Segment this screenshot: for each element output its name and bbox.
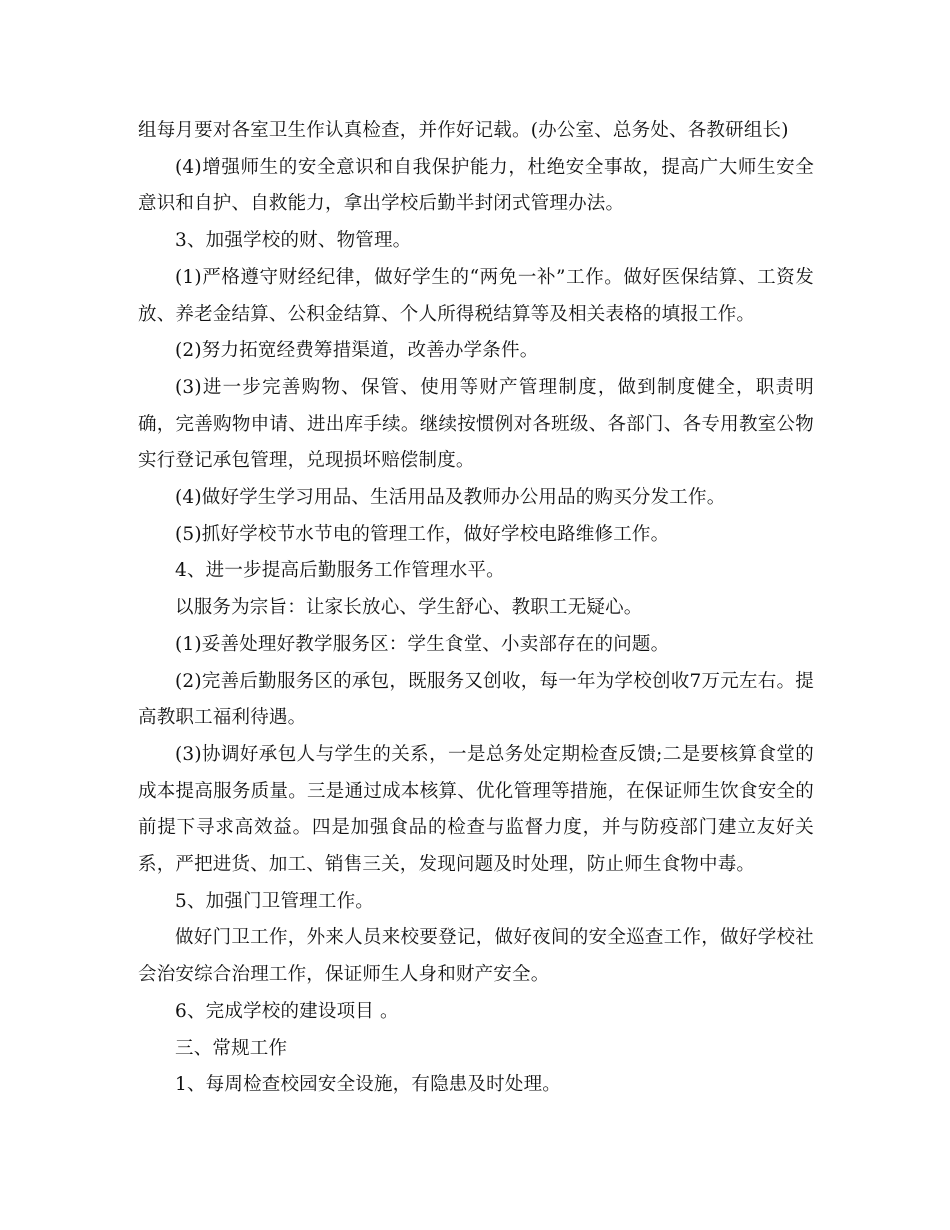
paragraph-7: (4)做好学生学习用品、生活用品及教师办公用品的购买分发工作。	[175, 487, 726, 509]
section-heading-3: 3、加强学校的财、物管理。	[175, 230, 412, 252]
paragraph-11: (1)妥善处理好教学服务区：学生食堂、小卖部存在的问题。	[175, 633, 670, 655]
chapter-heading-3: 三、常规工作	[175, 1037, 288, 1059]
paragraph-5: (2)努力拓宽经费筹措渠道，改善办学条件。	[175, 340, 539, 362]
paragraph-2: (4)增强师生的安全意识和自我保护能力，杜绝安全事故，提高广大师生安全意识和自护、自救能力，拿出学校后勤半封闭式管理办法。	[138, 156, 814, 215]
section-heading-4: 4、进一步提高后勤服务工作管理水平。	[175, 560, 505, 582]
paragraph-8: (5)抓好学校节水节电的管理工作，做好学校电路维修工作。	[175, 523, 670, 545]
document-body	[138, 113, 814, 1104]
paragraph-15: 做好门卫工作，外来人员来校要登记，做好夜间的安全巡查工作，做好学校社会治安综合治理工作，保证师生人身和财产安全。	[138, 927, 814, 986]
paragraph-12: (2)完善后勤服务区的承包，既服务又创收，每一年为学校创收7万元左右。提高教职工福利待遇。	[138, 670, 814, 729]
paragraph-6: (3)进一步完善购物、保管、使用等财产管理制度，做到制度健全，职责明确，完善购物申请、进出库手续。继续按惯例对各班级、各部门、各专用教室公物实行登记承包管理，兑现损坏赔偿制度。	[138, 376, 814, 472]
paragraph-4: (1)严格遵守财经纪律，做好学生的“两免一补”工作。做好医保结算、工资发放、养老金结算、公积金结算、个人所得税结算等及相关表格的填报工作。	[138, 266, 814, 325]
paragraph-10: 以服务为宗旨：让家长放心、学生舒心、教职工无疑心。	[175, 597, 643, 619]
paragraph-18: 1、每周检查校园安全设施，有隐患及时处理。	[175, 1074, 561, 1096]
paragraph-13: (3)协调好承包人与学生的关系，一是总务处定期检查反馈;二是要核算食堂的成本提高服务质量。三是通过成本核算、优化管理等措施，在保证师生饮食安全的前提下寻求高效益。四是加强食品的检查与监督力度，并与防疫部门建立友好关系，严把进货、加工、销售三关，发现问题及时处理，防止师生食物中毒。	[138, 743, 814, 876]
paragraph-1: 组每月要对各室卫生作认真检查，并作好记载。(办公室、总务处、各教研组长)	[138, 120, 789, 141]
section-heading-5: 5、加强门卫管理工作。	[175, 890, 374, 912]
section-heading-6: 6、完成学校的建设项目 。	[175, 1000, 399, 1022]
